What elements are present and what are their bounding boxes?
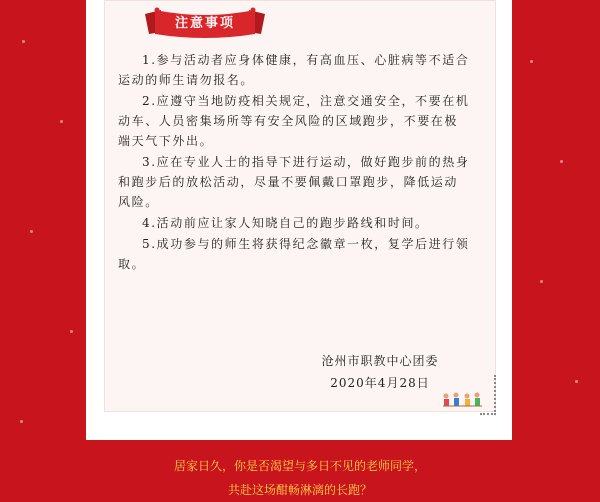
signature-org: 沧州市职教中心团委 [321, 354, 439, 368]
sparkle [560, 160, 563, 163]
notice-title: 注意事项 [174, 16, 235, 31]
sparkle [70, 330, 73, 333]
sparkle [20, 420, 23, 423]
sparkle [530, 60, 533, 63]
footer-line-1: 居家日久，你是否渴望与多日不见的老师同学， [173, 459, 426, 473]
sparkle [540, 280, 543, 283]
notice-item: 4.活动前应让家人知晓自己的跑步路线和时间。 [142, 216, 429, 230]
notice-item: 2.应遵守当地防疫相关规定，注意交通安全，不要在机动车、人员密集场所等有安全风险的区域跑步，不要在极端天气下外出。 [118, 94, 470, 148]
sparkle [60, 120, 63, 123]
running-kids-icon [440, 392, 484, 414]
notice-item: 5.成功参与的师生将获得纪念徽章一枚，复学后进行领取。 [118, 237, 470, 271]
notice-list [118, 50, 470, 275]
footer-text [0, 454, 600, 502]
sparkle [30, 230, 33, 233]
notice-item: 1.参与活动者应身体健康，有高血压、心脏病等不适合运动的师生请勿报名。 [118, 53, 470, 87]
sparkle [22, 40, 25, 43]
dotted-frame-corner [480, 375, 496, 415]
signature-block [320, 350, 440, 394]
notice-item: 3.应在专业人士的指导下进行运动，做好跑步前的热身和跑步后的放松活动，尽量不要佩戴口罩跑步，降低运动风险。 [118, 155, 470, 209]
sparkle [575, 380, 578, 383]
footer-line-2: 共赴这场酣畅淋漓的长跑？ [227, 483, 372, 497]
signature-date: 2020年4月28日 [330, 376, 430, 390]
